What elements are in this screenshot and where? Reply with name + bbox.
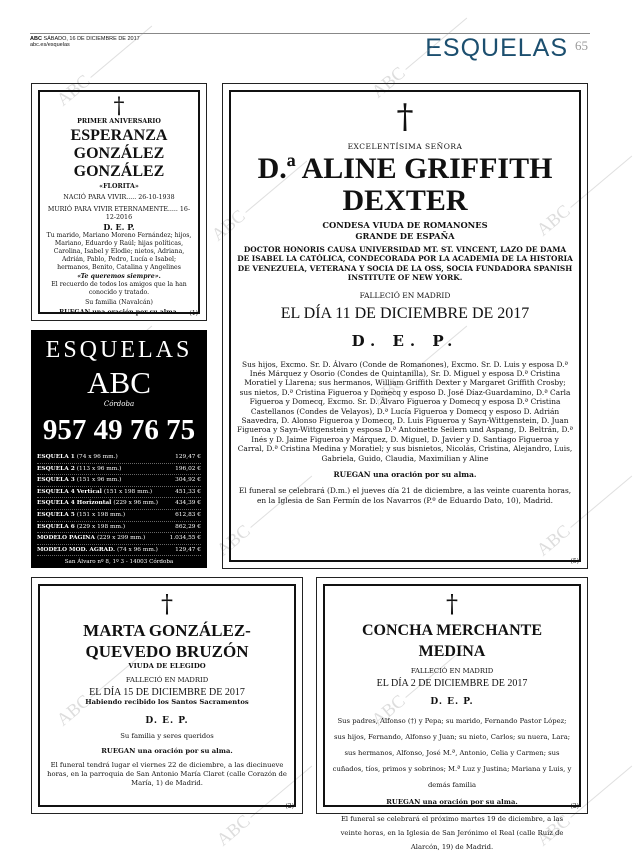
price-row: MODELO MOD. AGRAD. (74 x 96 mm.) 129,47 € <box>37 545 201 557</box>
grandee-title: GRANDE DE ESPAÑA <box>355 231 455 241</box>
family-list: Tu marido, Mariano Moreno Fernández; hijos, Mariano, Eduardo y Raúl; hijas políticas, Carolina, Isabel y Elodie; nietos, Adriana, Adrián, Pablo, Pedro, Lucía e Isabel; hermanos, Benito, Catalina y Angelines <box>46 231 192 272</box>
watermark: ABC <box>52 690 94 730</box>
deceased-name: MARTA GONZÁLEZ-QUEVEDO BRUZÓN <box>83 621 251 661</box>
place-of-death: FALLECIÓ EN MADRID <box>359 290 451 300</box>
price-row: MODELO PAGINA (229 x 299 mm.) 1.034,55 € <box>37 533 201 545</box>
dep-label: D. E. P. <box>145 715 189 726</box>
watermark: ABC <box>367 370 409 410</box>
watermark: ABC <box>212 810 254 850</box>
prayer-request: RUEGAN una oración por su alma. <box>59 309 179 317</box>
deceased-name: CONCHA MERCHANTE MEDINA <box>361 622 542 660</box>
date-of-death: EL DÍA 2 DE DICIEMBRE DE 2017 <box>376 678 528 690</box>
price-row: ESQUELA 4 Horizontal (229 x 96 mm.) 434,39 € <box>37 498 201 510</box>
dep-label: D. E. P. <box>351 331 459 350</box>
sacraments-note: Habiendo recibido los Santos Sacramentos <box>85 698 249 707</box>
dep-label: D. E. P. <box>430 697 474 708</box>
prayer-request: RUEGAN una oración por su alma. <box>386 798 518 807</box>
advert-brand: ABC <box>87 365 151 400</box>
funeral-details: El funeral se celebrará el próximo martes 19 de diciembre, a las veinte horas, en la Iglesia de San Jerónimo el Real (calle Ruiz de Alarcón, 19) de Madrid. <box>340 815 564 852</box>
cross-icon: † <box>161 590 173 618</box>
family-list: Sus hijos, Excmo. Sr. D. Álvaro (Conde de Romanones), Excmo. Sr. D. Luis y esposa D.ª Inés Márquez y Osorio (Condes de Quintanilla), Sr. D. Miguel y esposa D.ª Cristina Moratiel y Llarena; sus hermanos, William Griffith Dexter y Margaret Griffith Crosby; sus nietos, D.ª Cristina Figueroa y Domecq y esposo D. José Díaz-Guardamino, D.ª Carla Figueroa y Domecq, Excmo. Sr. D. Álvaro Figueroa y Domecq y esposa D.ª Cristina Castellanos (Condes de Velayos), D.ª Lucía Figueroa y Domecq y esposo D. Adrián Saavedra, D. Alonso Figueroa y Domecq, D. Luis Figueroa y Sayn-Wittgenstein, D. Juan Figueroa y Sayn-Wittgenstein y esposa D.ª Antoinette Seilern und Aspang, D. Beltrán, D.ª Inés y D. Jaime Figueroa y Márquez, D. Miguel, D. Javier y D. Santiago Figueroa y Carral, D.ª Cristina Medina y Moratiel; y sus bisnietos, Nicolás, Cristina, Alejandro, Luis, Gabriela, Guido, Claudia, Maximilian y Aline <box>237 359 573 463</box>
birth-line: NACIÓ PARA VIVIR..... 26-10-1938 <box>63 194 175 202</box>
issue-date: SÁBADO, 16 DE DICIEMBRE DE 2017 <box>43 36 140 42</box>
advert-title: ESQUELAS <box>45 337 193 363</box>
cross-icon: † <box>113 94 125 119</box>
deceased-name-line1: ESPERANZA GONZÁLEZ <box>70 126 168 162</box>
advert-vat-note: Precios I.V.A. incluido. <box>87 570 151 577</box>
noble-title: CONDESA VIUDA DE ROMANONES <box>322 220 488 230</box>
advert-address: San Álvaro nº 8, 1º 3 - 14003 Córdoba <box>64 559 174 566</box>
ref-number: (2) <box>285 803 294 810</box>
page-number: 65 <box>575 38 588 53</box>
deceased-name: D.ª ALINE GRIFFITH DEXTER <box>257 152 553 217</box>
date-of-death: EL DÍA 11 DE DICIEMBRE DE 2017 <box>280 304 530 322</box>
death-line: MURIÓ PARA VIVIR ETERNAMENTE..... 16-12-2016 <box>47 205 191 222</box>
watermark: ABC <box>207 205 249 245</box>
obituary-esperanza <box>31 83 207 321</box>
cross-icon: † <box>446 590 458 618</box>
place-of-death: FALLECIÓ EN MADRID <box>125 676 209 685</box>
price-row: ESQUELA 2 (113 x 96 mm.) 196,02 € <box>37 464 201 476</box>
honorific: EXCELENTÍSIMA SEÑORA <box>347 142 463 151</box>
family-list: Sus padres, Alfonso (†) y Pepa; su marido, Fernando Pastor López; sus hijos, Fernando, Alfonso y Juan; su nieto, Carlos; su nuera, Lara; sus hermanos, Alfonso, José M.ª, Antonio, Celia y Carmen; sus cuñados, tíos, primos y sobrinos; M.ª Luz y Justina; Mariana y Luis, y demás familia <box>332 717 572 790</box>
price-list <box>37 452 201 556</box>
deceased-name-line2: GONZÁLEZ <box>73 162 165 180</box>
prayer-request: RUEGAN una oración por su alma. <box>101 746 233 755</box>
price-row: ESQUELA 6 (229 x 198 mm.) 862,29 € <box>37 522 201 534</box>
family-origin: Su familia (Navalcán) <box>85 299 153 307</box>
place-of-death: FALLECIÓ EN MADRID <box>410 667 494 675</box>
obituary-aline-griffith <box>222 83 588 569</box>
price-row: ESQUELA 3 (151 x 96 mm.) 304,92 € <box>37 475 201 487</box>
funeral-details: El funeral tendrá lugar el viernes 22 de diciembre, a las diecinueve horas, en la parroquia de San Antonio María Claret (calle Corazón de María, 1) de Madrid. <box>47 761 287 788</box>
watermark: ABC <box>212 520 254 560</box>
price-row: ESQUELA 1 (74 x 96 mm.) 129,47 € <box>37 452 201 464</box>
dep-label: D. E. P. <box>103 221 135 232</box>
watermark: ABC <box>532 520 574 560</box>
honors-list: DOCTOR HONORIS CAUSA UNIVERSIDAD MT. ST. VINCENT, LAZO DE DAMA DE ISABEL LA CATÓLICA, CONDECORADA POR LA ACADEMIA DE LA HISTORIA DE VENEZUELA, VETERANA Y SOCIA DE LA OSS, SOCIA FUNDADORA SPANISH INSTITUTE OF NEW YORK. <box>237 245 573 283</box>
watermark: ABC <box>52 70 94 110</box>
esquelas-advert <box>31 330 207 577</box>
watermark: ABC <box>532 810 574 850</box>
ref-number: (1) <box>189 310 198 317</box>
watermark: ABC <box>367 690 409 730</box>
advert-city: Córdoba <box>103 400 135 408</box>
family-list: Su familia y seres queridos <box>120 731 214 740</box>
price-row: ESQUELA 5 (151 x 198 mm.) 612,83 € <box>37 510 201 522</box>
watermark: ABC <box>532 200 574 240</box>
obituary-marta <box>31 577 303 814</box>
ref-number: (5) <box>570 558 579 565</box>
paper-name: ABC <box>30 36 42 42</box>
marital-status: VIUDA DE ELEGIDO <box>128 662 206 670</box>
date-of-death: EL DÍA 15 DE DICIEMBRE DE 2017 <box>89 687 245 699</box>
memory-text: El recuerdo de todos los amigos que la han conocido y tratado. <box>51 280 187 296</box>
section-title: ESQUELAS <box>425 34 568 62</box>
header-meta <box>30 36 140 48</box>
nickname: «FLORITA» <box>99 182 139 190</box>
price-row: ESQUELA 4 Vertical (151 x 198 mm.) 451,33 € <box>37 487 201 499</box>
quote: «Te queremos siempre». <box>77 272 161 280</box>
anniversary-label: PRIMER ANIVERSARIO <box>77 118 161 125</box>
prayer-request: RUEGAN una oración por su alma. <box>333 470 477 480</box>
deceased-name <box>46 127 192 181</box>
ref-number: (2) <box>570 803 579 810</box>
advert-phone[interactable]: 957 49 76 75 <box>42 414 196 446</box>
cross-icon: † <box>396 97 414 137</box>
funeral-details: El funeral se celebrará (D.m.) el jueves día 21 de diciembre, a las veinte cuarenta horas, en la Iglesia de San Fermín de los Navarros (P.º de Eduardo Dato, 10), Madrid. <box>238 486 572 505</box>
watermark: ABC <box>367 62 409 102</box>
section-url: abc.es/esquelas <box>30 42 70 48</box>
